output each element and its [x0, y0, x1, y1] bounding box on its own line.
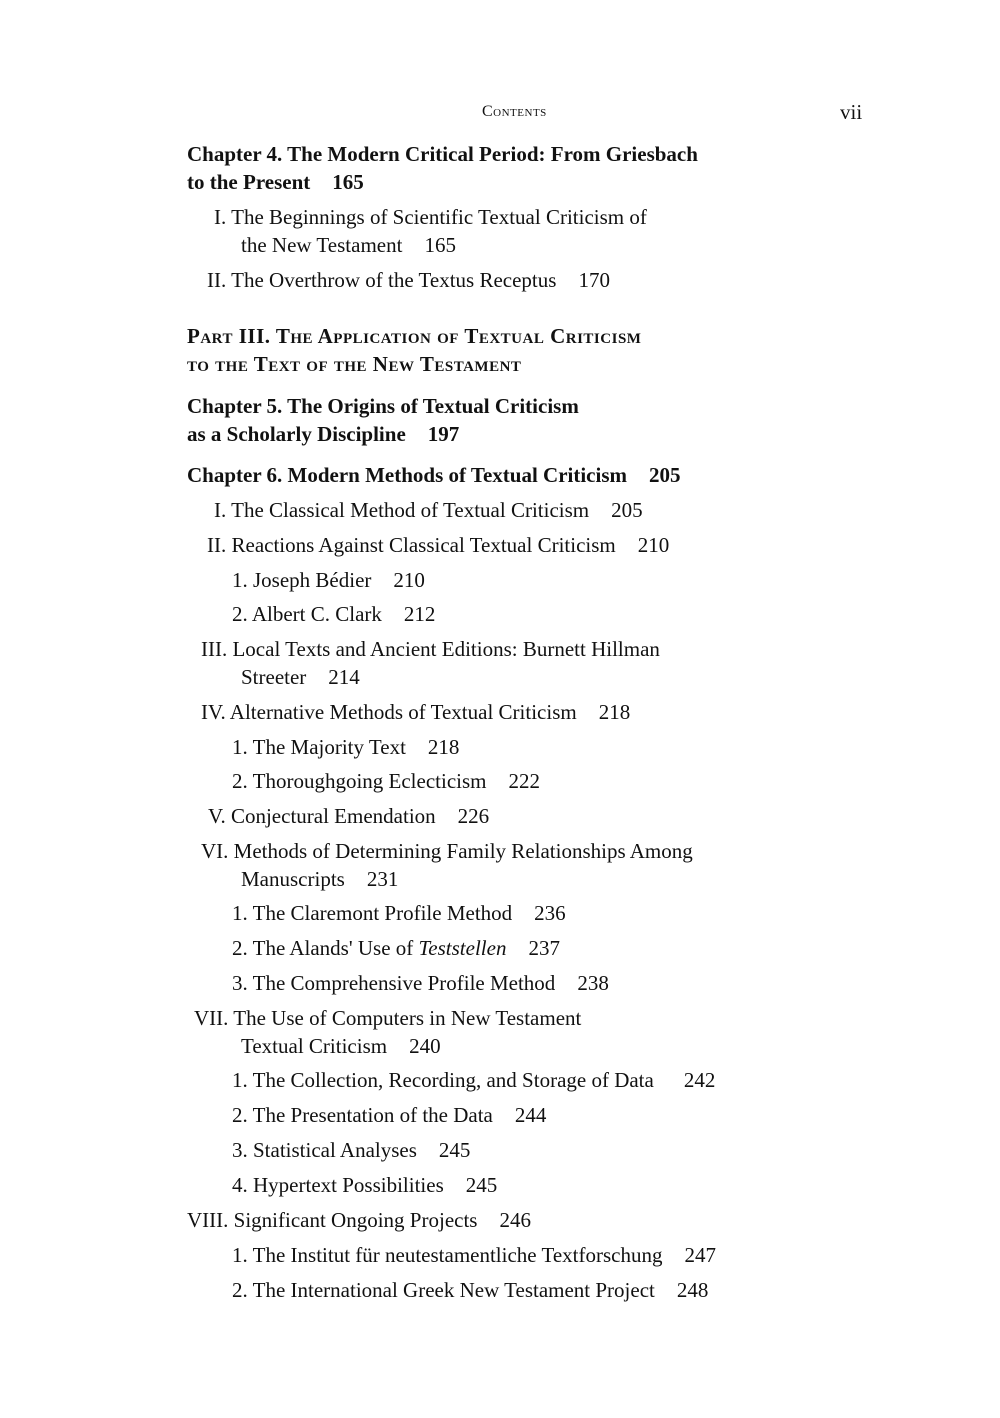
entry-number: VII.	[194, 1006, 229, 1030]
entry-page: 205	[611, 498, 643, 522]
toc-entry-ch6-vii-4[interactable]	[232, 1171, 497, 1199]
toc-entry-ch6-vi-3[interactable]	[232, 969, 609, 997]
entry-number: II.	[207, 533, 227, 557]
entry-number: 2.	[232, 769, 248, 793]
entry-number: I.	[214, 205, 227, 229]
page-number: vii	[840, 100, 863, 124]
running-title: Contents	[482, 103, 547, 120]
part-3-heading[interactable]	[187, 322, 641, 350]
entry-number: 2.	[232, 1103, 248, 1127]
entry-number: 1.	[232, 901, 248, 925]
chapter-5-title-line2-row[interactable]	[187, 420, 459, 448]
chapter-5-title-line1: Chapter 5. The Origins of Textual Criticism	[187, 394, 579, 418]
entry-title: Statistical Analyses	[253, 1138, 417, 1162]
entry-title: The Majority Text	[252, 735, 406, 759]
toc-entry-ch6-i[interactable]	[214, 496, 643, 524]
chapter-4-title-line2: to the Present	[187, 170, 311, 194]
entry-number: 2.	[232, 936, 248, 960]
entry-title-italic: Teststellen	[418, 936, 507, 960]
toc-entry-ch6-vii-cont[interactable]	[241, 1032, 441, 1060]
entry-title-line1: Methods of Determining Family Relationships Among	[233, 839, 693, 863]
entry-number: I.	[214, 498, 227, 522]
toc-entry-ch6-vi-cont[interactable]	[241, 865, 398, 893]
entry-title-line1: The Beginnings of Scientific Textual Criticism of	[231, 205, 647, 229]
entry-page: 246	[499, 1208, 531, 1232]
entry-title-line2: Streeter	[241, 665, 307, 689]
entry-title: The Institut für neutestamentliche Textforschung	[252, 1243, 663, 1267]
entry-title: The Overthrow of the Textus Receptus	[231, 268, 557, 292]
entry-number: 1.	[232, 568, 248, 592]
entry-page: 244	[514, 1103, 547, 1127]
entry-title: The Classical Method of Textual Criticism	[231, 498, 590, 522]
entry-page: 170	[578, 268, 610, 292]
toc-entry-ch6-vi-2[interactable]	[232, 934, 560, 962]
entry-page: 212	[403, 602, 436, 626]
entry-page: 214	[328, 665, 360, 689]
toc-entry-ch6-iv[interactable]	[201, 698, 630, 726]
toc-entry-ch6-iii[interactable]	[201, 635, 660, 663]
entry-page: 242	[683, 1068, 716, 1092]
entry-title: Hypertext Possibilities	[253, 1173, 444, 1197]
entry-title: The Collection, Recording, and Storage of Data	[252, 1068, 654, 1092]
entry-title: Albert C. Clark	[251, 602, 382, 626]
entry-title: The Comprehensive Profile Method	[252, 971, 556, 995]
entry-title: Conjectural Emendation	[230, 804, 436, 828]
chapter-6-title[interactable]	[187, 461, 681, 489]
toc-entry-ch4-i[interactable]	[214, 203, 647, 231]
part-3-line1: The Application of Textual Criticism	[275, 324, 642, 348]
toc-entry-ch6-viii-2[interactable]	[232, 1276, 708, 1304]
entry-number: 1.	[232, 1068, 248, 1092]
chapter-4-page: 165	[332, 170, 364, 194]
entry-page: 247	[684, 1243, 716, 1267]
chapter-6-title-text: Chapter 6. Modern Methods of Textual Criticism	[187, 463, 628, 487]
entry-page: 231	[366, 867, 399, 891]
entry-number: 2.	[232, 1278, 248, 1302]
toc-entry-ch6-iv-1[interactable]	[232, 733, 459, 761]
toc-entry-ch6-viii[interactable]	[187, 1206, 531, 1234]
entry-title-line2: Textual Criticism	[241, 1034, 388, 1058]
toc-entry-ch6-vi-1[interactable]	[232, 899, 566, 927]
entry-page: 237	[528, 936, 560, 960]
entry-page: 238	[577, 971, 609, 995]
toc-entry-ch4-i-cont[interactable]	[241, 231, 456, 259]
entry-page: 248	[676, 1278, 709, 1302]
entry-number: 2.	[232, 602, 248, 626]
chapter-4-title-line2-row[interactable]	[187, 168, 364, 196]
toc-entry-ch6-vii-3[interactable]	[232, 1136, 470, 1164]
entry-number: 1.	[232, 1243, 248, 1267]
toc-entry-ch6-iii-cont[interactable]	[241, 663, 360, 691]
entry-page: 165	[424, 233, 456, 257]
entry-number: IV.	[201, 700, 226, 724]
entry-number: 3.	[232, 1138, 248, 1162]
entry-number: 3.	[232, 971, 248, 995]
entry-page: 240	[409, 1034, 441, 1058]
entry-title: The Claremont Profile Method	[252, 901, 513, 925]
entry-page: 218	[598, 700, 631, 724]
entry-page: 210	[393, 568, 425, 592]
toc-entry-ch6-v[interactable]	[208, 802, 489, 830]
part-3-line2: to the Text of the New Testament	[187, 352, 522, 376]
chapter-5-title-line2: as a Scholarly Discipline	[187, 422, 406, 446]
toc-entry-ch6-viii-1[interactable]	[232, 1241, 716, 1269]
entry-number: III.	[201, 637, 228, 661]
entry-page: 218	[427, 735, 460, 759]
toc-entry-ch6-ii-2[interactable]	[232, 600, 435, 628]
toc-entry-ch6-vi[interactable]	[201, 837, 693, 865]
chapter-5-page: 197	[427, 422, 460, 446]
entry-title: The Presentation of the Data	[252, 1103, 493, 1127]
chapter-6-page: 205	[649, 463, 681, 487]
entry-title: Alternative Methods of Textual Criticism	[229, 700, 577, 724]
toc-entry-ch6-vii[interactable]	[194, 1004, 581, 1032]
toc-entry-ch6-iv-2[interactable]	[232, 767, 540, 795]
entry-title-line1: The Use of Computers in New Testament	[233, 1006, 582, 1030]
entry-number: 1.	[232, 735, 248, 759]
entry-title-line2: the New Testament	[241, 233, 403, 257]
toc-entry-ch6-ii[interactable]	[207, 531, 669, 559]
entry-page: 226	[457, 804, 490, 828]
entry-number: VIII.	[187, 1208, 229, 1232]
entry-title: Thoroughgoing Eclecticism	[252, 769, 487, 793]
part-3-label: Part III.	[187, 324, 271, 348]
entry-page: 236	[534, 901, 566, 925]
toc-entry-ch4-ii[interactable]	[207, 266, 610, 294]
entry-page: 245	[438, 1138, 471, 1162]
entry-title: The Alands' Use of	[252, 936, 414, 960]
toc-entry-ch6-vii-1[interactable]	[232, 1066, 715, 1094]
toc-entry-ch6-ii-1[interactable]	[232, 566, 425, 594]
chapter-4-title[interactable]	[187, 140, 698, 168]
entry-number: II.	[207, 268, 227, 292]
entry-number: 4.	[232, 1173, 248, 1197]
entry-title: Significant Ongoing Projects	[233, 1208, 478, 1232]
entry-title: Reactions Against Classical Textual Criticism	[231, 533, 616, 557]
entry-title: The International Greek New Testament Project	[252, 1278, 655, 1302]
entry-title-line1: Local Texts and Ancient Editions: Burnett Hillman	[232, 637, 660, 661]
entry-number: V.	[208, 804, 226, 828]
entry-number: VI.	[201, 839, 229, 863]
chapter-4-title-line1: Chapter 4. The Modern Critical Period: From Griesbach	[187, 142, 698, 166]
entry-page: 210	[637, 533, 670, 557]
entry-page: 222	[508, 769, 540, 793]
entry-title: Joseph Bédier	[253, 568, 372, 592]
chapter-5-title[interactable]	[187, 392, 579, 420]
entry-title-line2: Manuscripts	[241, 867, 345, 891]
entry-page: 245	[465, 1173, 498, 1197]
part-3-heading-cont[interactable]	[187, 350, 521, 378]
toc-entry-ch6-vii-2[interactable]	[232, 1101, 546, 1129]
